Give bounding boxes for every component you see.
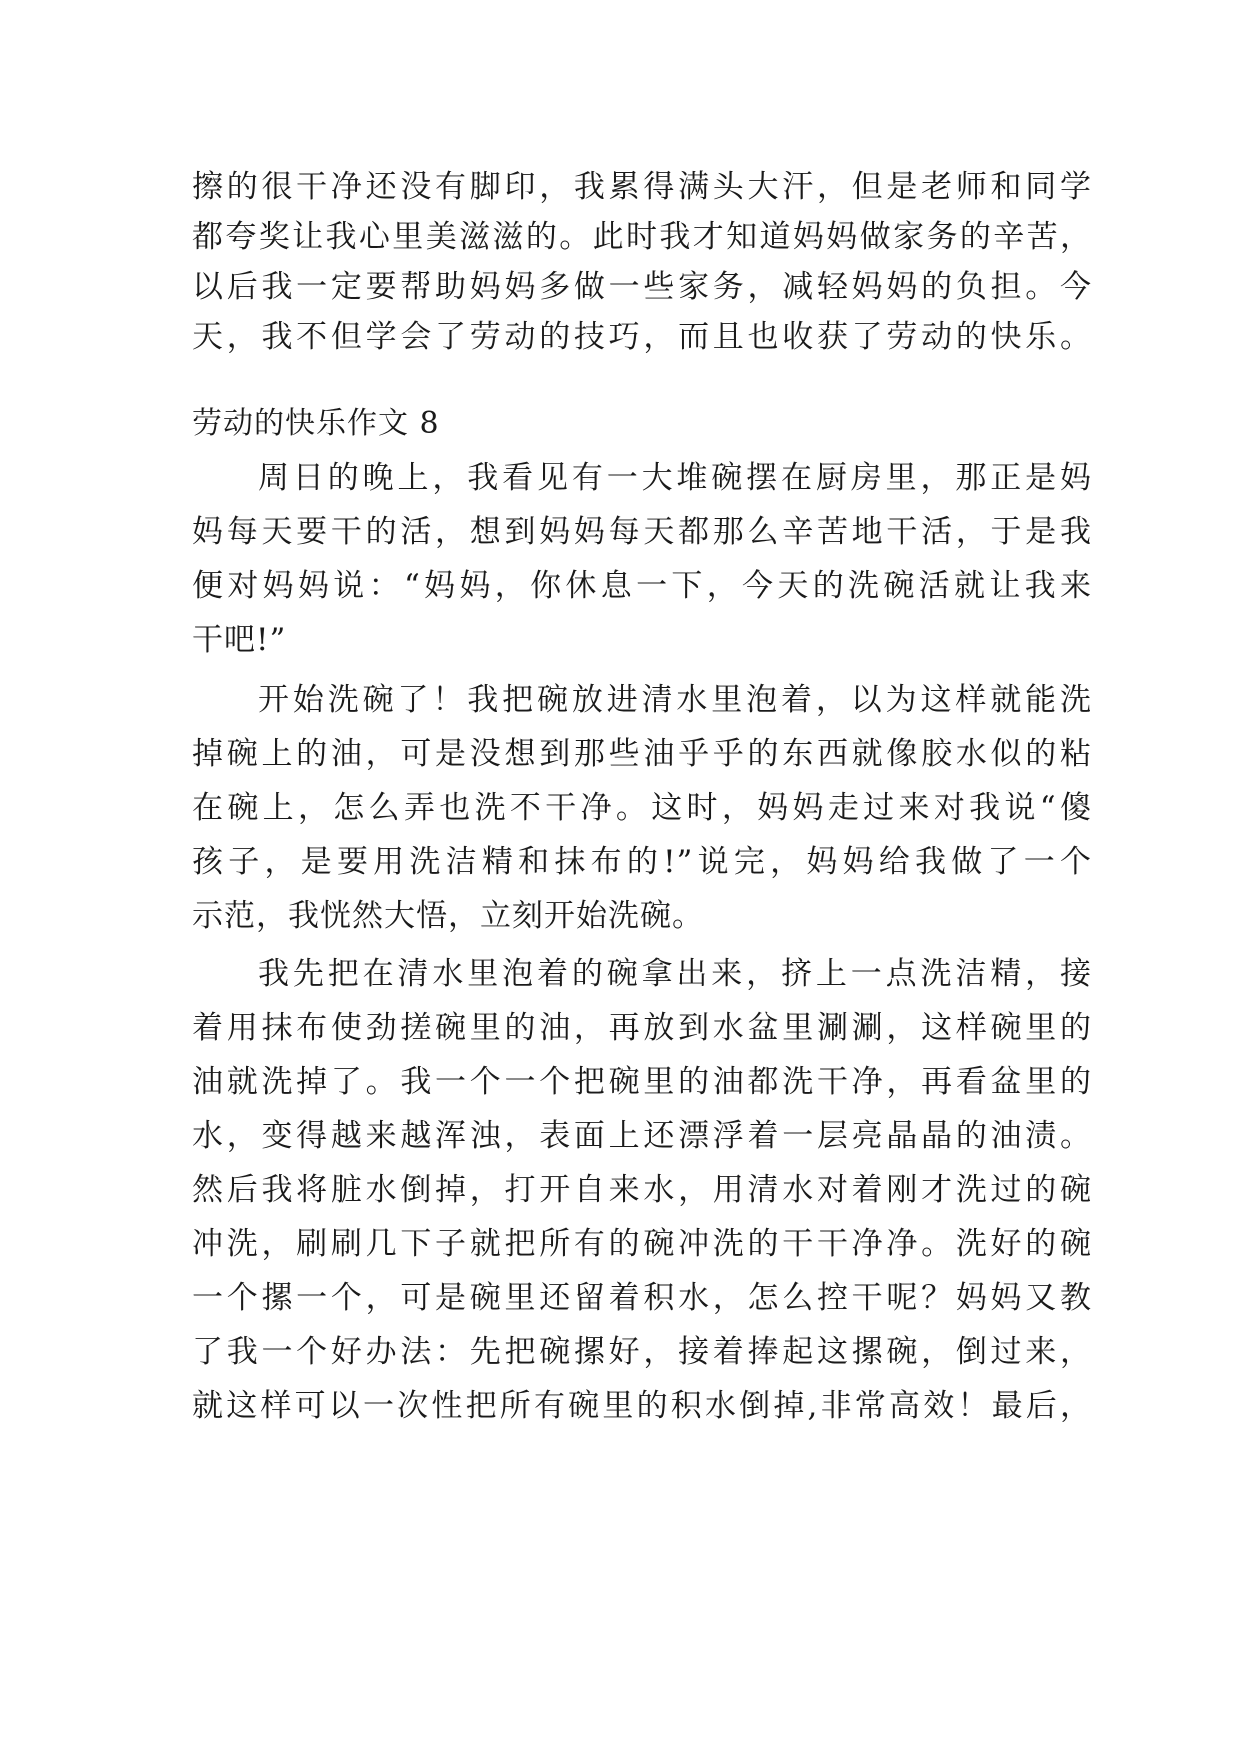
paragraph-line: 就这样可以一次性把所有碗里的积水倒掉,非常高效！最后， bbox=[192, 1388, 1092, 1424]
paragraph-line: 开始洗碗了！我把碗放进清水里泡着，以为这样就能洗 bbox=[258, 682, 1092, 718]
paragraph-line: 以后我一定要帮助妈妈多做一些家务，减轻妈妈的负担。今 bbox=[192, 269, 1092, 305]
paragraph-line: 了我一个好办法：先把碗摞好，接着捧起这摞碗，倒过来， bbox=[192, 1334, 1092, 1370]
paragraph-line: 冲洗，刷刷几下子就把所有的碗冲洗的干干净净。洗好的碗 bbox=[192, 1226, 1092, 1262]
paragraph-line: 水，变得越来越浑浊，表面上还漂浮着一层亮晶晶的油渍。 bbox=[192, 1118, 1092, 1154]
paragraph-line: 然后我将脏水倒掉，打开自来水，用清水对着刚才洗过的碗 bbox=[192, 1172, 1092, 1208]
paragraph-line: 周日的晚上，我看见有一大堆碗摆在厨房里，那正是妈 bbox=[258, 460, 1092, 496]
paragraph-line: 在碗上，怎么弄也洗不干净。这时，妈妈走过来对我说“傻 bbox=[192, 790, 1092, 826]
paragraph-line: 我先把在清水里泡着的碗拿出来，挤上一点洗洁精，接 bbox=[258, 956, 1092, 992]
section-title: 劳动的快乐作文 8 bbox=[192, 406, 440, 441]
paragraph-line: 示范，我恍然大悟，立刻开始洗碗。 bbox=[192, 898, 704, 934]
paragraph-line: 干吧!” bbox=[192, 622, 287, 658]
paragraph-line: 油就洗掉了。我一个一个把碗里的油都洗干净，再看盆里的 bbox=[192, 1064, 1092, 1100]
paragraph-line: 一个摞一个，可是碗里还留着积水，怎么控干呢？妈妈又教 bbox=[192, 1280, 1092, 1316]
paragraph-line: 妈每天要干的活，想到妈妈每天都那么辛苦地干活，于是我 bbox=[192, 514, 1092, 550]
paragraph-line: 天，我不但学会了劳动的技巧，而且也收获了劳动的快乐。 bbox=[192, 319, 1092, 355]
paragraph-line: 便对妈妈说：“妈妈，你休息一下，今天的洗碗活就让我来 bbox=[192, 568, 1092, 604]
paragraph-line: 着用抹布使劲搓碗里的油，再放到水盆里涮涮，这样碗里的 bbox=[192, 1010, 1092, 1046]
paragraph-line: 擦的很干净还没有脚印，我累得满头大汗，但是老师和同学 bbox=[192, 169, 1092, 205]
paragraph-line: 都夸奖让我心里美滋滋的。此时我才知道妈妈做家务的辛苦， bbox=[192, 219, 1092, 255]
paragraph-line: 掉碗上的油，可是没想到那些油乎乎的东西就像胶水似的粘 bbox=[192, 736, 1092, 772]
paragraph-line: 孩子，是要用洗洁精和抹布的!”说完，妈妈给我做了一个 bbox=[192, 844, 1092, 880]
